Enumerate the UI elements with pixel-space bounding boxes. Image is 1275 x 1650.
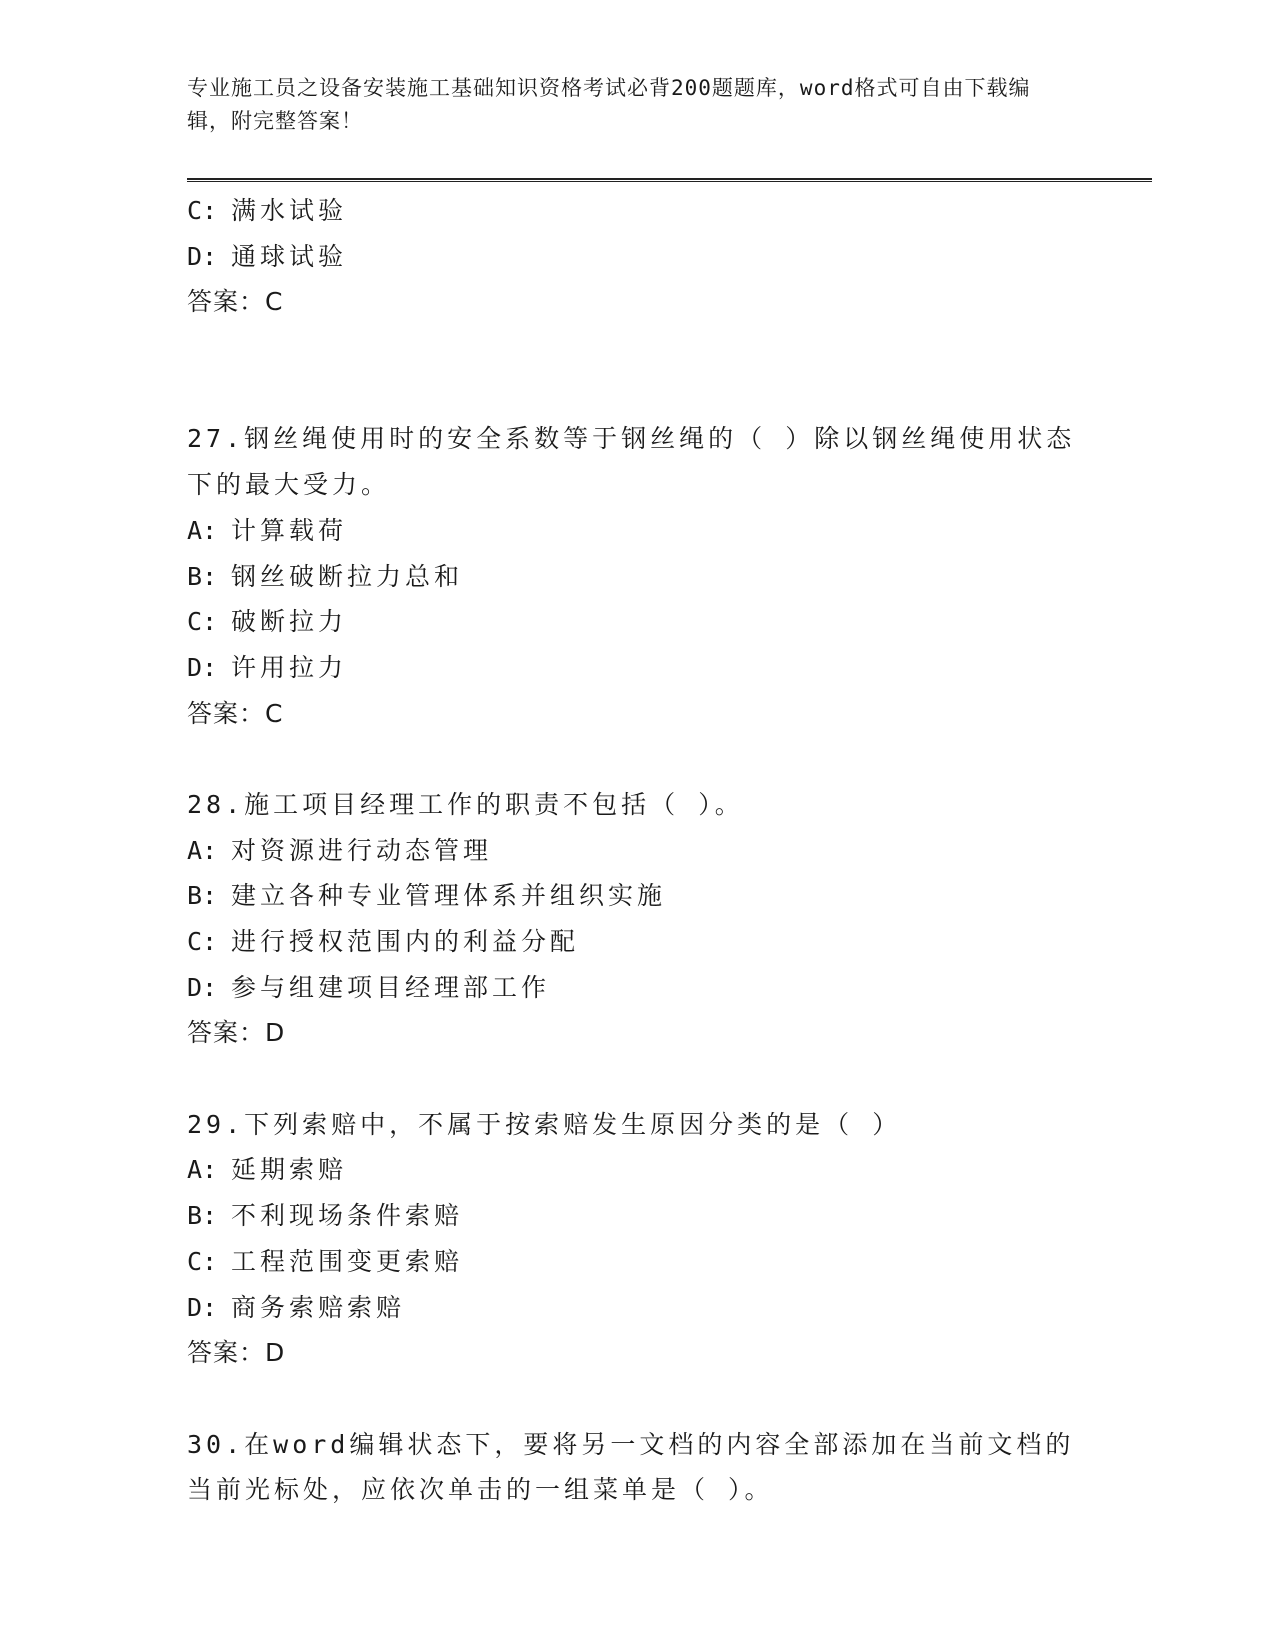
question-stem: 29.下列索赔中，不属于按索赔发生原因分类的是（ ）	[187, 1109, 902, 1139]
option-b: B: 不利现场条件索赔	[187, 1201, 464, 1231]
question-stem-cont: 下的最大受力。	[187, 470, 391, 500]
option-a: A: 计算载荷	[187, 515, 348, 545]
option-d: D: 许用拉力	[187, 652, 348, 682]
answer-line: 答案：D	[187, 1338, 286, 1368]
question-stem: 30.在word编辑状态下，要将另一文档的内容全部添加在当前文档的	[187, 1429, 1075, 1459]
answer-line: 答案：D	[187, 1018, 286, 1048]
option-c: C: 工程范围变更索赔	[187, 1246, 464, 1276]
document-body	[187, 188, 1087, 1513]
option-b: B: 建立各种专业管理体系并组织实施	[187, 881, 667, 911]
question-27	[187, 416, 1087, 736]
option-d: D: 通球试验	[187, 241, 348, 271]
answer-line: 答案：C	[187, 287, 284, 317]
option-b: B: 钢丝破断拉力总和	[187, 561, 464, 591]
question-30	[187, 1422, 1087, 1513]
question-stem-cont: 当前光标处，应依次单击的一组菜单是（ ）。	[187, 1475, 774, 1505]
option-d: D: 参与组建项目经理部工作	[187, 972, 551, 1002]
option-a: A: 对资源进行动态管理	[187, 835, 493, 865]
option-c: C: 满水试验	[187, 196, 348, 225]
question-29	[187, 1102, 1087, 1376]
question-stem: 28.施工项目经理工作的职责不包括（ ）。	[187, 789, 744, 819]
header-divider	[187, 178, 1152, 182]
option-a: A: 延期索赔	[187, 1155, 348, 1185]
option-c: C: 破断拉力	[187, 607, 348, 637]
page-header	[187, 72, 1067, 138]
answer-line: 答案：C	[187, 698, 284, 728]
question-28	[187, 782, 1087, 1056]
option-d: D: 商务索赔索赔	[187, 1292, 406, 1322]
option-c: C: 进行授权范围内的利益分配	[187, 927, 580, 956]
question-stem: 27.钢丝绳使用时的安全系数等于钢丝绳的（ ）除以钢丝绳使用状态	[187, 424, 1076, 454]
header-title: 专业施工员之设备安装施工基础知识资格考试必背200题题库，word格式可自由下载编辑，附完整答案！	[187, 76, 1031, 133]
